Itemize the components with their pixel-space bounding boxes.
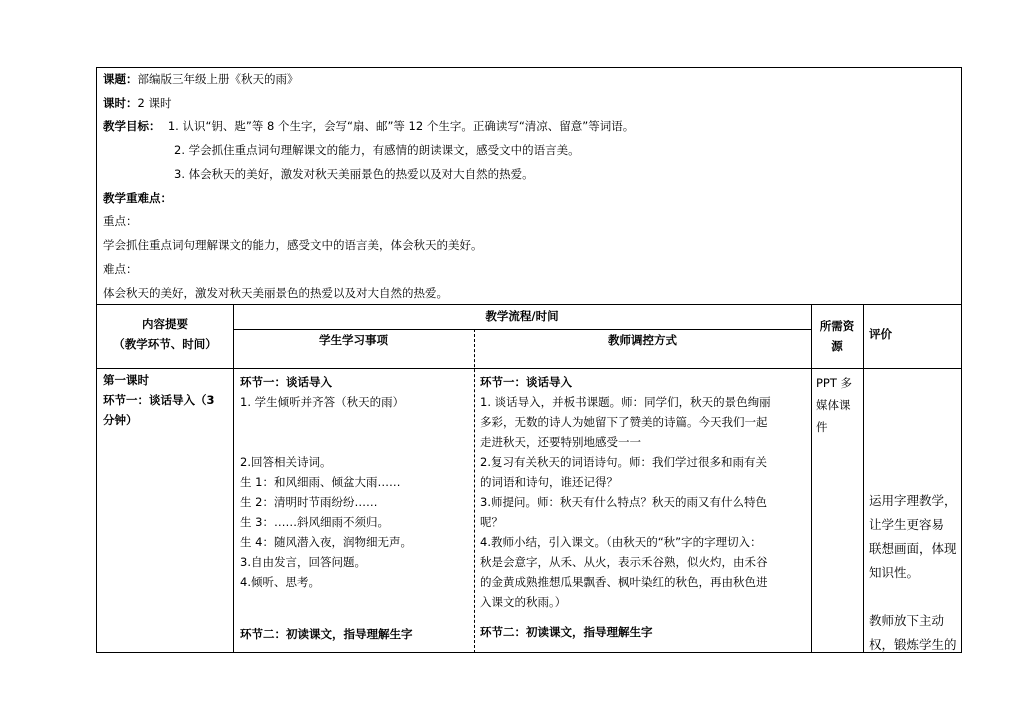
col-divider-1 xyxy=(233,304,234,653)
flow-header: 教学流程/时间 xyxy=(485,309,559,323)
student-line-8: 生 4：随风潜入夜，润物细无声。 xyxy=(240,535,412,549)
col-divider-dashed xyxy=(474,329,475,653)
hours-value: 2 课时 xyxy=(137,96,172,110)
teacher-line-7: 呢？ xyxy=(480,515,503,529)
student-cell xyxy=(240,372,472,592)
teacher-line-8: 4.教师小结，引入课文。（由秋天的“秋”字的字理切入： xyxy=(480,535,762,549)
eval-line-6: 教师放下主动 xyxy=(869,613,945,628)
goals-line-1 xyxy=(103,119,634,134)
goal-1: 1. 认识“钥、匙”等 8 个生字，会写“扇、邮”等 12 个生字。正确读写“清凉、留意”等词语。 xyxy=(167,119,635,133)
teacher-line-5: 的词语和诗句，谁还记得？ xyxy=(480,475,618,489)
student-line-1: 1. 学生倾听并齐答（秋天的雨） xyxy=(240,395,405,409)
topic-line xyxy=(103,72,299,87)
teacher-line-10: 的金黄成熟推想瓜果飘香、枫叶染红的秋色，再由秋色进 xyxy=(480,575,768,589)
teacher-cell xyxy=(480,372,808,612)
teacher-line-9: 秋是会意字，从禾、从火，表示禾谷熟，似火灼，由禾谷 xyxy=(480,555,768,569)
student-line-9: 3.自由发言，回答问题。 xyxy=(240,555,366,569)
teacher-line-3: 走进秋天，还要特别地感受一一 xyxy=(480,435,641,449)
content-col-title: 内容提要 xyxy=(142,317,188,331)
student-line-4: 2.回答相关诗词。 xyxy=(240,455,332,469)
teacher-line-2: 多彩，无数的诗人为她留下了赞美的诗篇。今天我们一起 xyxy=(480,415,768,429)
teacher-line-4: 2.复习有关秋天的词语诗句。师：我们学过很多和雨有关 xyxy=(480,455,767,469)
resource-line-2: 媒体课 xyxy=(816,398,851,412)
eval-line-1: 运用字理教学， xyxy=(869,493,957,508)
resource-cell xyxy=(816,372,862,438)
resource-line-3: 件 xyxy=(816,420,828,434)
content-col-header xyxy=(97,314,233,354)
teacher-line-6: 3.师提问。师：秋天有什么特点？秋天的雨又有什么特色 xyxy=(480,495,767,509)
eval-line-5 xyxy=(869,585,961,609)
difficulty-text: 体会秋天的美好，激发对秋天美丽景色的热爱以及对大自然的热爱。 xyxy=(103,286,448,300)
hours-label: 课时： xyxy=(103,96,138,110)
topic-label: 课题： xyxy=(103,72,138,86)
student-line-6: 生 2：清明时节雨纷纷…… xyxy=(240,495,378,509)
resource-col-header xyxy=(811,316,863,356)
eval-cell xyxy=(869,489,961,657)
key-point-text: 学会抓住重点词句理解课文的能力，感受文中的语言美，体会秋天的美好。 xyxy=(103,238,483,252)
teacher-col-header: 教师调控方式 xyxy=(608,333,677,347)
content-cell xyxy=(103,370,231,430)
teacher-section-head: 环节一：谈话导入 xyxy=(480,375,572,389)
student-line-5: 生 1：和风细雨、倾盆大雨…… xyxy=(240,475,401,489)
teacher-next-section: 环节二：初读课文，指导理解生字 xyxy=(480,625,653,639)
content-col-subtitle: （教学环节、时间） xyxy=(113,337,217,351)
header-divider xyxy=(97,304,961,305)
resource-col-title-1: 所需资 xyxy=(819,319,855,333)
student-line-10: 4.倾听、思考。 xyxy=(240,575,320,589)
content-line-3: 分钟） xyxy=(103,413,138,427)
eval-line-4: 知识性。 xyxy=(869,565,920,580)
difficulty-label: 难点： xyxy=(103,262,138,276)
content-line-2: 环节一：谈话导入（3 xyxy=(103,393,215,407)
student-section-head: 环节一：谈话导入 xyxy=(240,375,332,389)
goal-3: 3. 体会秋天的美好，激发对秋天美丽景色的热爱以及对大自然的热爱。 xyxy=(174,167,534,181)
col-divider-3 xyxy=(811,304,812,653)
table-header-divider xyxy=(97,368,961,369)
goal-2: 2. 学会抓住重点词句理解课文的能力，有感情的朗读课文，感受文中的语言美。 xyxy=(174,143,580,157)
goals-label: 教学目标： xyxy=(103,119,161,133)
resource-line-1: PPT 多 xyxy=(816,376,853,390)
student-line-7: 生 3：……斜风细雨不须归。 xyxy=(240,515,389,529)
student-line-3 xyxy=(240,432,472,452)
key-point-label: 重点： xyxy=(103,214,138,228)
hours-line xyxy=(103,96,171,111)
student-next-section: 环节二：初读课文，指导理解生字 xyxy=(240,627,413,641)
col-divider-4 xyxy=(863,304,864,653)
eval-line-7: 权，锻炼学生的 xyxy=(869,637,957,652)
resource-col-title-2: 源 xyxy=(831,339,843,353)
teacher-line-11: 入课文的秋雨。） xyxy=(480,595,567,609)
eval-line-2: 让学生更容易 xyxy=(869,517,945,532)
eval-line-3: 联想画面，体现 xyxy=(869,541,957,556)
lesson-plan-document xyxy=(96,67,962,653)
key-label: 教学重难点： xyxy=(103,191,172,205)
eval-col-header: 评价 xyxy=(869,327,892,341)
teacher-line-1: 1. 谈话导入，并板书课题。师：同学们，秋天的景色绚丽 xyxy=(480,395,771,409)
content-line-1: 第一课时 xyxy=(103,373,149,387)
topic-value: 部编版三年级上册《秋天的雨》 xyxy=(137,72,299,86)
student-col-header: 学生学习事项 xyxy=(319,333,388,347)
student-line-2 xyxy=(240,412,472,432)
